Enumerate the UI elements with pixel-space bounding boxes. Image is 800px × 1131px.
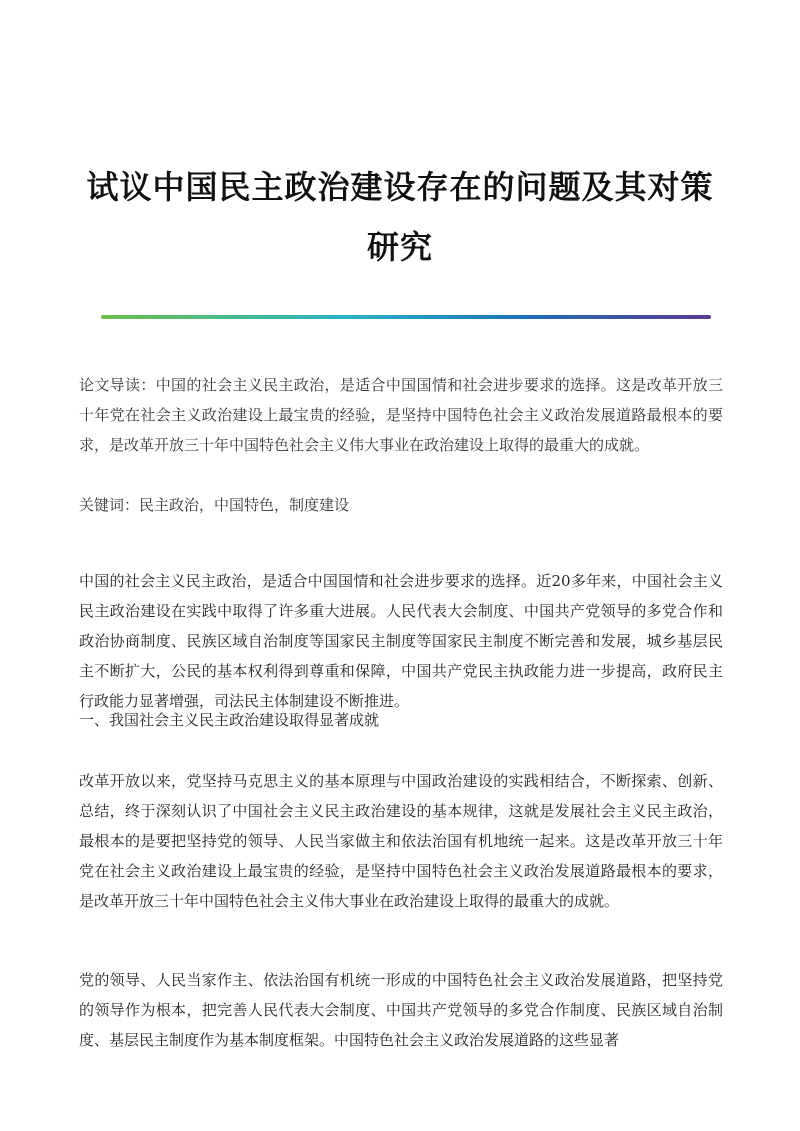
body-paragraph-3: 党的领导、人民当家作主、依法治国有机统一形成的中国特色社会主义政治发展道路，把坚持党的领导作为根本，把完善人民代表大会制度、中国共产党领导的多党合作制度、民族区域自治制度、基层民主制度作为基本制度框架。中国特色社会主义政治发展道路的这些显著: [79, 971, 723, 1049]
section-heading-1: 一、我国社会主义民主政治建设取得显著成就: [79, 711, 380, 729]
body-paragraph-2: 改革开放以来，党坚持马克思主义的基本原理与中国政治建设的实践相结合，不断探索、创新、总结，终于深刻认识了中国社会主义民主政治建设的基本规律，这就是发展社会主义民主政治，最根本的是要把坚持党的领导、人民当家做主和依法治国有机地统一起来。这是改革开放三十年党在社会主义政治建设上最宝贵的经验，是坚持中国特色社会主义政治发展道路最根本的要求，是改革开放三十年中国特色社会主义伟大事业在政治建设上取得的最重大的成就。: [79, 772, 723, 910]
title-divider: [101, 315, 711, 319]
document-title-line-1: 试议中国民主政治建设存在的问题及其对策: [86, 168, 714, 206]
abstract-paragraph: 论文导读：中国的社会主义民主政治，是适合中国国情和社会进步要求的选择。这是改革开放三十年党在社会主义政治建设上最宝贵的经验，是坚持中国特色社会主义政治发展道路最根本的要求，是改革开放三十年中国特色社会主义伟大事业在政治建设上取得的最重大的成就。: [79, 376, 723, 454]
document-title-line-2: 研究: [366, 228, 433, 266]
keywords-line: 关键词：民主政治，中国特色，制度建设: [79, 496, 350, 514]
body-paragraph-1: 中国的社会主义民主政治，是适合中国国情和社会进步要求的选择。近20多年来，中国社会主义民主政治建设在实践中取得了许多重大进展。人民代表大会制度、中国共产党领导的多党合作和政治协商制度、民族区域自治制度等国家民主制度等国家民主制度不断完善和发展，城乡基层民主不断扩大，公民的基本权利得到尊重和保障，中国共产党民主执政能力进一步提高，政府民主行政能力显著增强，司法民主体制建设不断推进。: [79, 572, 723, 710]
